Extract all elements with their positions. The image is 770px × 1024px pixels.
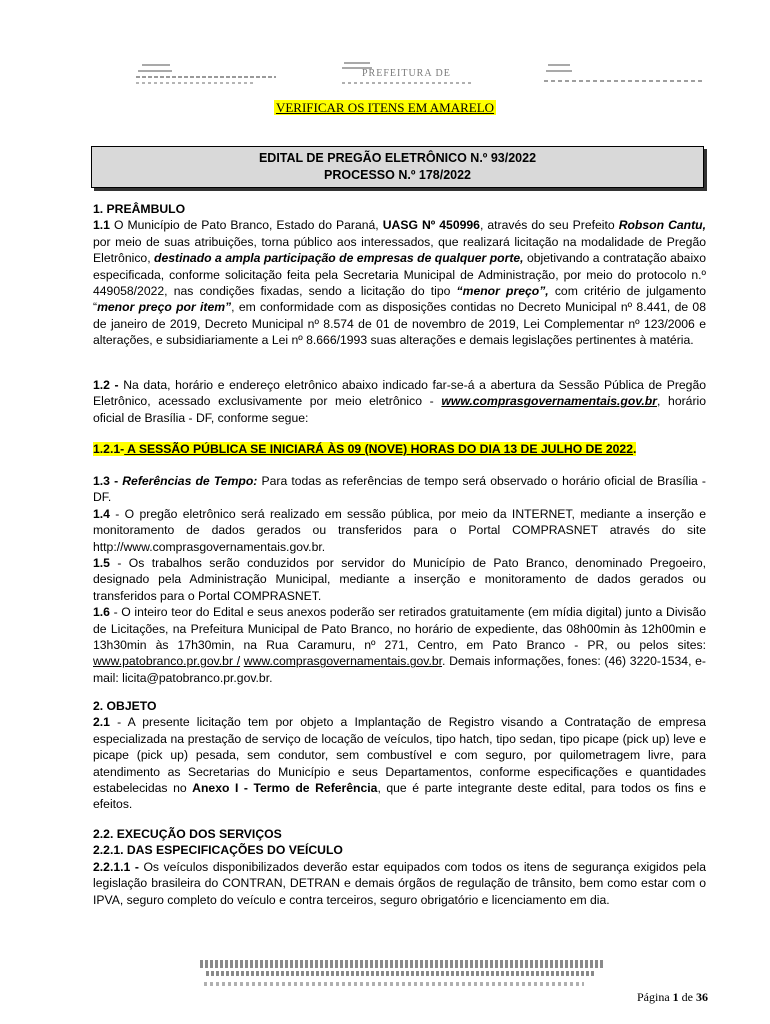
page-number: Página 1 de 36 [637, 990, 708, 1004]
objeto-heading: 2. OBJETO [93, 699, 157, 713]
section-execucao [93, 826, 706, 908]
section-preambulo [93, 201, 706, 349]
session-date-highlight: A SESSÃO PÚBLICA SE INICIARÁ ÀS 09 (NOVE) HORAS DO DIA 13 DE JULHO DE 2022 [124, 442, 633, 456]
paragraph-1-1: 1.1 O Município de Pato Branco, Estado do Paraná, UASG Nº 450996, através do seu Prefeito Robson Cantu, por meio de suas atribuições, torna público aos interessados, que realizará licitação na modalidade de Pregão Eletrônico, destinado a ampla participação de empresas de qualquer porte, objetivando a contratação abaixo especificada, conforme solicitação feita pela Secretaria Municipal de Administração, por meio do protocolo n.º 449058/2022, nas condições fixadas, sendo a licitação do tipo “menor preço”, com critério de julgamento “menor preço por item”, em conformidade com as disposições contidas no Decreto Municipal nº 8.441, de 08 de janeiro de 2019, Decreto Municipal nº 8.574 de 01 de novembro de 2019, Lei Complementar nº 123/2006 e alterações, e subsidiariamente a Lei nº 8.666/1993 suas alterações e demais legislações pertinentes à matéria. [93, 218, 707, 348]
comprasnet-link[interactable]: www.comprasgovernamentais.gov.br [441, 394, 657, 409]
paragraph-2-1: 2.1 - A presente licitação tem por objeto a Implantação de Registro visando a Contratação de empresa especializada na prestação de serviço de locação de veículos, tipo hatch, tipo sedan, tipo picape (pick up) leve e picape (pick up) pesada, sem condutor, sem combustível e com seguro, por quilometragem livre, para atendimento as Secretarias do Município e seus Departamentos, conforme especificações e quantidades estabelecidas no Anexo I - Termo de Referência, que é parte integrante deste edital, para todos os fins e efeitos. [93, 715, 707, 812]
preambulo-heading: 1. PREÂMBULO [93, 202, 186, 216]
paragraph-1-5: 1.5 - Os trabalhos serão conduzidos por servidor do Município de Pato Branco, denominado Pregoeiro, designado pela Administração Municipal, mediante a inserção e monitoramento de dados gerados ou transferidos para o Portal COMPRASNET. [93, 556, 706, 603]
prefeitura-text: PREFEITURA DE [362, 68, 451, 79]
especificacoes-heading: 2.2.1. DAS ESPECIFICAÇÕES DO VEÍCULO [93, 843, 343, 858]
title-box [91, 146, 704, 188]
footer-address-block [200, 958, 605, 990]
highlight-notice [0, 100, 770, 116]
header-logos [130, 58, 710, 90]
section-1-3-to-1-6 [93, 473, 706, 686]
execucao-heading: 2.2. EXECUÇÃO DOS SERVIÇOS [93, 827, 282, 841]
notice-text: VERIFICAR OS ITENS EM AMARELO [275, 100, 495, 115]
center-logo [340, 58, 480, 88]
right-logo [542, 58, 707, 88]
processo-title: PROCESSO N.º 178/2022 [324, 168, 471, 182]
patobranco-link[interactable]: www.patobranco.pr.gov.br / [93, 654, 241, 669]
paragraph-1-2-1: 1.2.1- A SESSÃO PÚBLICA SE INICIARÁ ÀS 09 (NOVE) HORAS DO DIA 13 DE JULHO DE 2022. [93, 442, 637, 456]
paragraph-1-4: 1.4 - O pregão eletrônico será realizado em sessão pública, por meio da INTERNET, mediante a inserção e monitoramento de dados gerados ou transferidos para o Portal COMPRASNET através do site http://www.comprasgovernamentais.gov.br. [93, 506, 706, 554]
paragraph-2-2-1-1: 2.2.1.1 - Os veículos disponibilizados deverão estar equipados com todos os itens de segurança exigidos pela legislação brasileira do CONTRAN, DETRAN e demais órgãos de regulação de trânsito, bem como estar com o IPVA, seguro completo do veículo e contra terceiros, seguro obrigatório e licenciamento em dia. [93, 859, 706, 907]
paragraph-1-3: 1.3 - Referências de Tempo: Para todas as referências de tempo será observado o horário oficial de Brasília - DF. [93, 474, 706, 505]
comprasgov-link[interactable]: www.comprasgovernamentais.gov.br [243, 654, 443, 669]
paragraph-1-2: 1.2 - Na data, horário e endereço eletrônico abaixo indicado far-se-á a abertura da Sessão Pública de Pregão Eletrônico, acessado exclusivamente por meio eletrônico - www.comprasgovernamentais.gov.br, horário oficial de Brasília - DF, conforme segue: [93, 378, 706, 425]
section-objeto [93, 698, 706, 813]
edital-title: EDITAL DE PREGÃO ELETRÔNICO N.º 93/2022 [258, 151, 537, 165]
left-logo [130, 58, 280, 88]
paragraph-1-6: 1.6 - O inteiro teor do Edital e seus anexos poderão ser retirados gratuitamente (em mídia digital) junto a Divisão de Licitações, na Prefeitura Municipal de Pato Branco, no horário de expediente, das 08h00min às 12h00min e 13h30min às 17h30min, na Rua Caramuru, nº 271, Centro, em Pato Branco - PR, ou pelos sites: www.patobranco.pr.gov.br / www.comprasgovernamentais.gov.br. Demais informações, fones: (46) 3220-1534, e-mail: licita@patobranco.pr.gov.br. [93, 605, 706, 685]
